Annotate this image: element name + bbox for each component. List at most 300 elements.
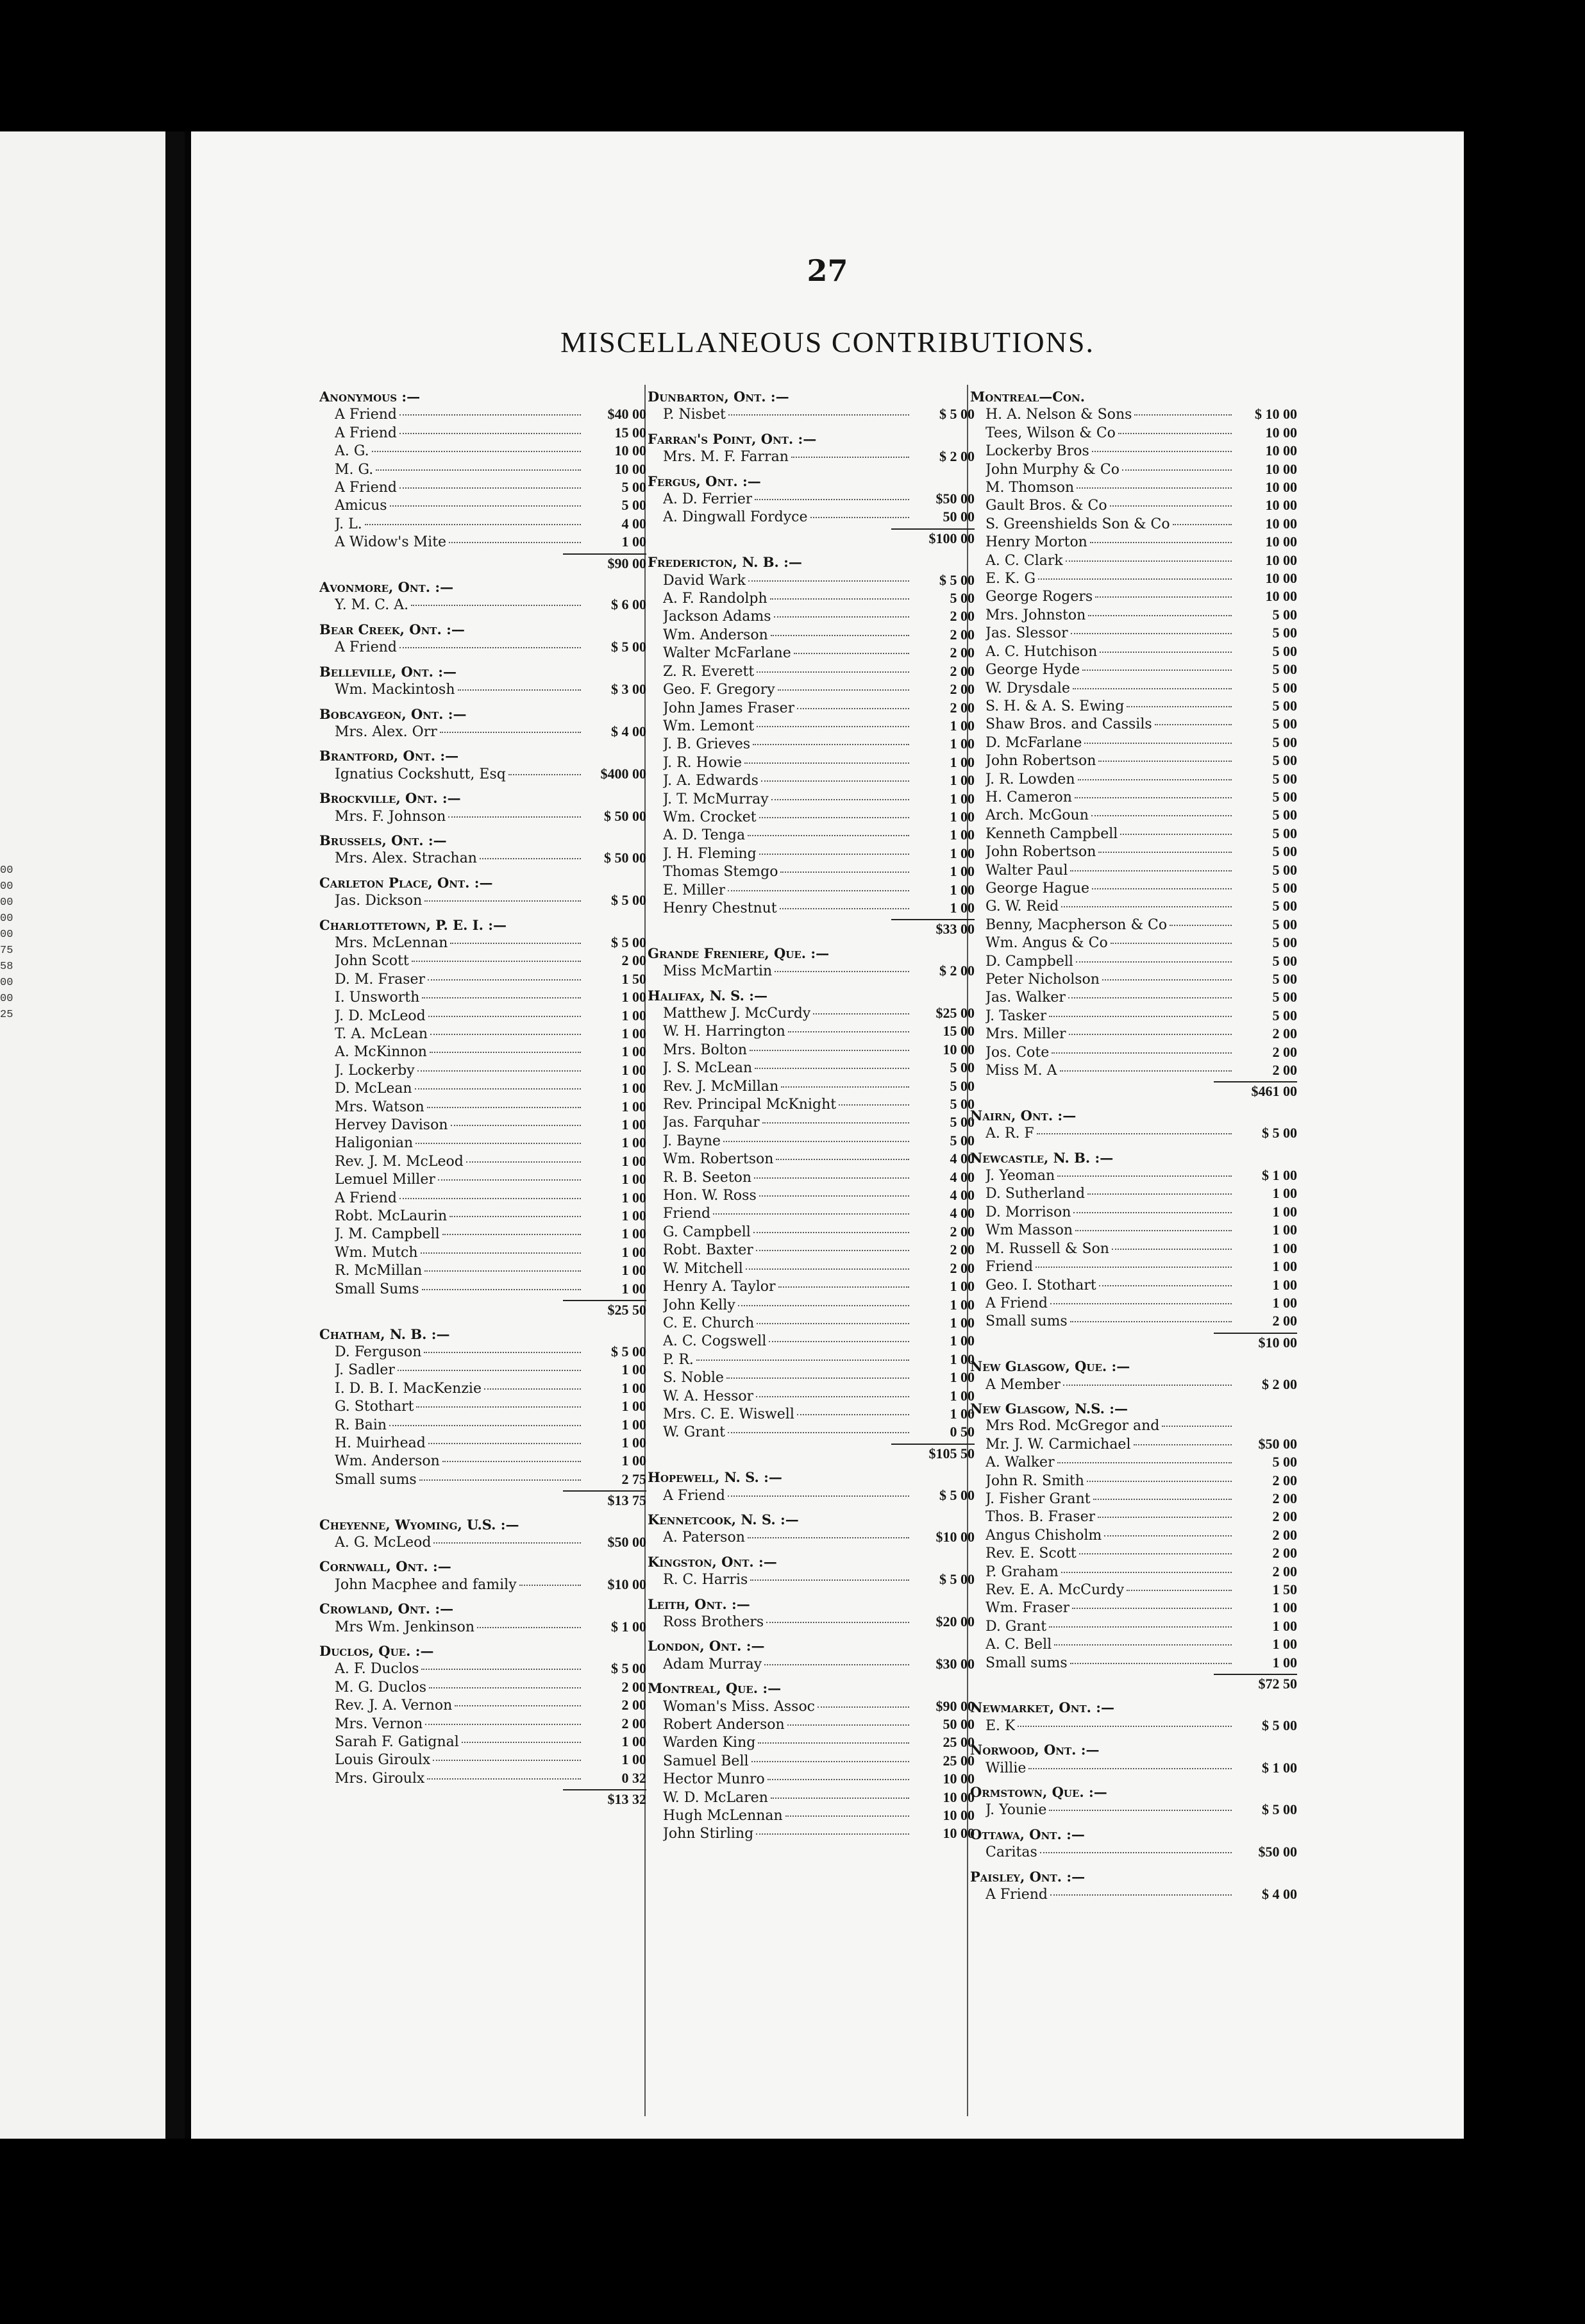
- contributor-name: Mrs. Johnston: [985, 607, 1086, 623]
- contribution-row: [970, 1043, 1297, 1061]
- leader-dots: [462, 1742, 581, 1743]
- contribution-row: [319, 1207, 646, 1225]
- contributor-name: Small sums: [335, 1471, 417, 1488]
- amount: $ 5 00: [611, 639, 646, 655]
- contribution-row: [319, 988, 646, 1006]
- amount: 2 00: [621, 1715, 646, 1731]
- contribution-row: [648, 607, 975, 625]
- amount: 25 00: [943, 1752, 975, 1769]
- leader-dots: [1071, 633, 1232, 634]
- leader-dots: [421, 1669, 581, 1670]
- column-1: [319, 388, 646, 1808]
- amount: 2 00: [1272, 1526, 1297, 1543]
- amount: 5 00: [1272, 861, 1297, 878]
- leader-dots: [480, 858, 581, 859]
- place-heading: Brussels, Ont. :—: [319, 832, 447, 848]
- amount: 10 00: [1265, 460, 1297, 477]
- contributor-name: Rev. J. M. McLeod: [335, 1153, 464, 1170]
- contribution-row: [319, 1261, 646, 1279]
- contributor-name: Y. M. C. A.: [335, 597, 409, 614]
- contributor-name: A. Dingwall Fordyce: [663, 509, 808, 526]
- contribution-row: [648, 771, 975, 789]
- contributor-name: Thos. B. Fraser: [985, 1509, 1096, 1526]
- contribution-row: [648, 717, 975, 735]
- contributor-name: J. Yeoman: [985, 1168, 1055, 1184]
- contributor-name: Angus Chisholm: [985, 1527, 1102, 1544]
- leader-dots: [748, 580, 909, 582]
- contributor-name: Lockerby Bros: [985, 443, 1089, 460]
- contribution-row: [648, 1296, 975, 1314]
- leader-dots: [818, 1706, 909, 1708]
- leader-dots: [748, 1537, 909, 1538]
- contributor-name: W. D. McLaren: [663, 1789, 768, 1806]
- leader-dots: [1050, 1894, 1232, 1896]
- leader-dots: [1070, 870, 1232, 872]
- leader-dots: [769, 1341, 909, 1342]
- leader-dots: [753, 1232, 909, 1233]
- contributor-name: R. B. Seeton: [663, 1169, 752, 1186]
- amount: 1 00: [1272, 1617, 1297, 1634]
- amount: 5 00: [1272, 807, 1297, 823]
- contributor-name: John Scott: [335, 953, 409, 970]
- contributor-name: J. L.: [335, 516, 362, 532]
- contributor-name: Small Sums: [335, 1281, 419, 1297]
- contribution-row: [970, 952, 1297, 970]
- leader-dots: [1112, 1249, 1232, 1250]
- contributor-name: Hector Munro: [663, 1771, 765, 1788]
- leader-dots: [757, 671, 909, 673]
- leader-dots: [771, 635, 909, 636]
- leader-dots: [1087, 1193, 1232, 1195]
- amount: 10 00: [943, 1789, 975, 1805]
- contributor-name: D. McFarlane: [985, 734, 1082, 751]
- leader-dots: [759, 817, 909, 818]
- contributor-name: Small sums: [985, 1655, 1068, 1671]
- place-heading: Fergus, Ont. :—: [648, 473, 761, 489]
- amount: 2 00: [1272, 1043, 1297, 1060]
- leader-dots: [1095, 596, 1232, 598]
- leader-dots: [1134, 414, 1232, 416]
- leader-dots: [390, 505, 581, 507]
- contributor-name: A. D. Tenga: [663, 827, 746, 844]
- contributor-name: A. D. Ferrier: [663, 491, 753, 508]
- contribution-row: [648, 508, 975, 526]
- leader-dots: [440, 732, 581, 733]
- facing-page: [0, 131, 165, 2139]
- place-heading: Kingston, Ont. :—: [648, 1553, 777, 1570]
- leader-dots: [780, 908, 909, 909]
- amount: 1 00: [621, 1025, 646, 1041]
- amount: 1 00: [621, 1098, 646, 1115]
- contribution-row: [319, 1470, 646, 1488]
- amount: 1 00: [1272, 1276, 1297, 1293]
- leader-dots: [1111, 943, 1232, 944]
- contribution-row: [970, 1203, 1297, 1221]
- contribution-row: [319, 807, 646, 825]
- contribution-row: [648, 1059, 975, 1077]
- contribution-row: [319, 1751, 646, 1769]
- margin-fragment: 75: [0, 945, 13, 957]
- amount: 10 00: [1265, 424, 1297, 441]
- contributor-name: Amicus: [335, 498, 387, 514]
- amount: $ 2 00: [939, 963, 975, 979]
- contribution-row: [319, 596, 646, 614]
- contributor-name: Small sums: [985, 1313, 1068, 1330]
- contribution-row: [970, 806, 1297, 824]
- amount: 1 00: [621, 1116, 646, 1133]
- leader-dots: [398, 1370, 581, 1371]
- contribution-row: [648, 1277, 975, 1295]
- amount: 2 00: [621, 952, 646, 969]
- contributor-name: G. Stothart: [335, 1399, 414, 1415]
- contribution-row: [648, 1204, 975, 1222]
- leader-dots: [1092, 451, 1232, 452]
- amount: 4 00: [950, 1205, 975, 1222]
- contribution-row: [970, 1007, 1297, 1025]
- contributor-name: M. G.: [335, 461, 374, 478]
- contribution-row: [648, 1570, 975, 1588]
- contribution-row: [319, 723, 646, 741]
- place-heading: Anonymous :—: [319, 389, 421, 405]
- contribution-row: [648, 1314, 975, 1332]
- amount: $ 1 00: [1262, 1167, 1297, 1184]
- leader-dots: [433, 1542, 581, 1544]
- leader-dots: [778, 689, 909, 691]
- contributor-name: Adam Murray: [663, 1656, 762, 1672]
- leader-dots: [1075, 797, 1232, 798]
- contributor-name: J. Tasker: [985, 1007, 1047, 1024]
- contributor-name: J. H. Fleming: [663, 845, 757, 862]
- amount: 2 00: [950, 1259, 975, 1276]
- amount: 1 00: [1272, 1185, 1297, 1202]
- leader-dots: [433, 1760, 581, 1761]
- contributor-name: John James Fraser: [663, 700, 795, 716]
- contributor-name: J. T. McMurray: [663, 791, 769, 807]
- contributor-name: D. Ferguson: [335, 1343, 422, 1360]
- contribution-row: [970, 879, 1297, 897]
- contribution-row: [970, 861, 1297, 879]
- contribution-row: [319, 1361, 646, 1379]
- contributor-name: Wm. Lemont: [663, 718, 755, 734]
- leader-dots: [458, 689, 581, 691]
- contributor-name: Mrs. C. E. Wiswell: [663, 1406, 794, 1422]
- contribution-row: [319, 533, 646, 551]
- contribution-row: [970, 460, 1297, 478]
- contribution-row: [970, 1490, 1297, 1508]
- amount: 1 00: [950, 808, 975, 825]
- amount: 1 00: [621, 1189, 646, 1206]
- contributor-name: E. K: [985, 1717, 1016, 1734]
- amount: 5 00: [1272, 916, 1297, 932]
- leader-dots: [1052, 1052, 1232, 1054]
- leader-dots: [754, 1177, 909, 1179]
- amount: 2 00: [950, 699, 975, 716]
- contribution-row: [648, 644, 975, 662]
- amount: $ 5 00: [939, 571, 975, 588]
- contribution-row: [648, 1332, 975, 1350]
- contribution-row: [648, 589, 975, 607]
- amount: 1 00: [950, 845, 975, 861]
- contributor-name: J. S. McLean: [663, 1060, 753, 1077]
- amount: 5 00: [1272, 989, 1297, 1006]
- place-heading: Norwood, Ont. :—: [970, 1742, 1100, 1758]
- leader-dots: [411, 605, 581, 606]
- contributor-name: J. B. Grieves: [663, 736, 751, 753]
- contributor-name: D. McLean: [335, 1081, 412, 1097]
- contribution-row: [970, 1581, 1297, 1599]
- contributor-name: G. W. Reid: [985, 898, 1059, 915]
- leader-dots: [728, 890, 909, 891]
- contributor-name: Robt. Baxter: [663, 1242, 753, 1259]
- leader-dots: [1079, 1553, 1232, 1554]
- contribution-row: [648, 1077, 975, 1095]
- contribution-row: [648, 1387, 975, 1405]
- contributor-name: Hugh McLennan: [663, 1808, 783, 1824]
- contributor-name: Mrs. Giroulx: [335, 1770, 425, 1787]
- amount: 1 00: [621, 534, 646, 550]
- contributor-name: S. Noble: [663, 1370, 724, 1386]
- contribution-row: [319, 1079, 646, 1097]
- amount: 2 00: [1272, 1472, 1297, 1488]
- contributor-name: Mrs. M. F. Farran: [663, 449, 789, 466]
- amount: 1 00: [621, 1416, 646, 1433]
- contributor-name: John Robertson: [985, 753, 1096, 770]
- contribution-row: [648, 1806, 975, 1824]
- contributor-name: A. C. Bell: [985, 1637, 1052, 1653]
- amount: 5 00: [950, 1059, 975, 1076]
- amount: 5 00: [1272, 679, 1297, 696]
- contributor-name: Mrs. Watson: [335, 1099, 424, 1115]
- leader-dots: [1122, 469, 1232, 471]
- leader-dots: [759, 854, 909, 855]
- amount: 10 00: [943, 1825, 975, 1842]
- contribution-row: [319, 638, 646, 656]
- contribution-row: [970, 1276, 1297, 1294]
- amount: 1 00: [621, 1043, 646, 1060]
- place-heading: Brantford, Ont. :—: [319, 748, 459, 764]
- contributor-name: George Rogers: [985, 589, 1093, 605]
- amount: 10 00: [1265, 497, 1297, 514]
- contribution-row: [319, 1061, 646, 1079]
- amount: $ 2 00: [1262, 1376, 1297, 1392]
- contribution-row: [970, 1563, 1297, 1581]
- contributor-name: A Widow's Mite: [335, 534, 447, 551]
- amount: 4 00: [621, 515, 646, 532]
- leader-dots: [1057, 1175, 1232, 1177]
- amount: 1 00: [621, 1434, 646, 1451]
- amount: 1 00: [950, 1314, 975, 1331]
- contribution-row: [319, 1618, 646, 1636]
- leader-dots: [429, 1687, 581, 1688]
- contributor-name: Henry A. Taylor: [663, 1279, 776, 1295]
- amount: 2 00: [1272, 1563, 1297, 1579]
- leader-dots: [1018, 1726, 1232, 1727]
- leader-dots: [774, 616, 909, 618]
- contribution-row: [319, 849, 646, 867]
- leader-dots: [767, 1779, 909, 1780]
- contribution-row: [319, 1280, 646, 1298]
- contributor-name: S. Greenshields Son & Co: [985, 516, 1170, 532]
- amount: $ 5 00: [611, 934, 646, 950]
- contribution-row: [970, 770, 1297, 788]
- contributor-name: A. F. Randolph: [663, 591, 767, 607]
- contributor-name: Jas. Walker: [985, 989, 1066, 1006]
- amount: 1 00: [621, 1733, 646, 1750]
- contributor-name: Mrs Rod. McGregor and: [985, 1418, 1160, 1435]
- amount: 1 00: [1272, 1258, 1297, 1275]
- facing-page-fragments: [0, 863, 26, 1023]
- amount: 5 00: [1272, 1454, 1297, 1470]
- contribution-row: [970, 1166, 1297, 1184]
- contributor-name: T. A. McLean: [335, 1026, 428, 1042]
- leader-dots: [450, 943, 581, 944]
- place-heading: Hopewell, N. S. :—: [648, 1469, 782, 1486]
- contributor-name: Matthew J. McCurdy: [663, 1006, 811, 1022]
- contributor-name: Mrs. F. Johnson: [335, 808, 446, 825]
- leader-dots: [1088, 615, 1232, 616]
- amount: 2 00: [950, 626, 975, 643]
- contributor-name: Rev. Principal McKnight: [663, 1097, 837, 1113]
- contributor-name: M. Thomson: [985, 480, 1075, 496]
- amount: 1 00: [950, 1333, 975, 1349]
- contributor-name: J. Younie: [985, 1802, 1047, 1819]
- contribution-row: [319, 1533, 646, 1551]
- contribution-row: [648, 826, 975, 844]
- place-heading: Grande Freniere, Que. :—: [648, 945, 830, 961]
- group-total: $13 32: [563, 1789, 646, 1808]
- amount: 2 00: [1272, 1313, 1297, 1329]
- contributor-name: Ross Brothers: [663, 1614, 764, 1630]
- amount: 1 00: [621, 1061, 646, 1078]
- amount: 1 00: [1272, 1222, 1297, 1238]
- amount: 5 00: [950, 590, 975, 607]
- place-heading: Newmarket, Ont. :—: [970, 1699, 1114, 1716]
- amount: $ 5 00: [939, 1571, 975, 1588]
- amount: 5 00: [1272, 843, 1297, 860]
- group-total: $461 00: [1214, 1081, 1297, 1100]
- contributor-name: Wm. Anderson: [335, 1453, 440, 1470]
- amount: 2 00: [1272, 1062, 1297, 1079]
- amount: $40 00: [607, 406, 646, 423]
- page: [185, 131, 1464, 2139]
- leader-dots: [794, 653, 909, 654]
- contributor-name: A Friend: [335, 425, 397, 441]
- leader-dots: [449, 1216, 581, 1217]
- leader-dots: [1087, 1481, 1232, 1482]
- amount: 1 00: [621, 1751, 646, 1768]
- contributor-name: John Murphy & Co: [985, 461, 1120, 478]
- amount: 1 00: [621, 989, 646, 1006]
- leader-dots: [775, 971, 909, 972]
- leader-dots: [728, 414, 909, 416]
- leader-dots: [797, 708, 909, 709]
- contributor-name: Mrs. Alex. Strachan: [335, 850, 477, 867]
- leader-dots: [776, 1159, 909, 1160]
- amount: 1 00: [950, 863, 975, 880]
- amount: 1 00: [950, 772, 975, 789]
- contributor-name: Wm. Mackintosh: [335, 682, 455, 698]
- amount: 10 00: [614, 460, 646, 477]
- contributor-name: J. A. Edwards: [663, 773, 759, 789]
- group-total: $100 00: [891, 528, 975, 547]
- contribution-row: [319, 1715, 646, 1733]
- amount: 2 00: [1272, 1025, 1297, 1042]
- contribution-row: [648, 1655, 975, 1673]
- place-heading: Ottawa, Ont. :—: [970, 1826, 1085, 1842]
- contribution-row: [970, 1184, 1297, 1202]
- leader-dots: [422, 1289, 581, 1290]
- margin-fragment: 00: [0, 880, 13, 893]
- amount: 1 00: [621, 1134, 646, 1151]
- contributor-name: John Kelly: [663, 1297, 735, 1313]
- contribution-row: [970, 1617, 1297, 1635]
- contributor-name: Jas. Dickson: [335, 893, 423, 909]
- leader-dots: [1072, 1608, 1232, 1609]
- leader-dots: [412, 961, 581, 962]
- amount: 2 00: [950, 662, 975, 679]
- amount: 2 00: [621, 1697, 646, 1714]
- contribution-row: [319, 1116, 646, 1134]
- leader-dots: [424, 900, 581, 902]
- group-total: $33 00: [891, 919, 975, 938]
- contributor-name: A Friend: [335, 480, 397, 496]
- amount: 5 00: [1272, 643, 1297, 659]
- leader-dots: [757, 1323, 909, 1324]
- leader-dots: [415, 1143, 581, 1144]
- contributor-name: E. Miller: [663, 882, 726, 898]
- leader-dots: [416, 1406, 581, 1408]
- amount: $ 5 00: [1262, 1717, 1297, 1733]
- amount: 1 00: [621, 1225, 646, 1242]
- amount: 1 00: [950, 899, 975, 916]
- leader-dots: [780, 872, 909, 873]
- contribution-row: [319, 1152, 646, 1170]
- leader-dots: [788, 1031, 909, 1032]
- leader-dots: [771, 799, 909, 800]
- contribution-row: [970, 1061, 1297, 1079]
- contribution-row: [970, 478, 1297, 496]
- contribution-row: [648, 626, 975, 644]
- amount: $ 4 00: [1262, 1886, 1297, 1903]
- contributor-name: Warden King: [663, 1735, 756, 1751]
- amount: 5 00: [1272, 788, 1297, 805]
- amount: 10 00: [1265, 442, 1297, 459]
- leader-dots: [399, 414, 581, 416]
- leader-dots: [1102, 979, 1232, 981]
- leader-dots: [696, 1360, 909, 1361]
- amount: $10 00: [607, 1576, 646, 1592]
- contributor-name: Mrs. Vernon: [335, 1715, 423, 1732]
- contributor-name: Mrs. Alex. Orr: [335, 723, 437, 740]
- leader-dots: [1127, 706, 1232, 707]
- amount: 5 00: [950, 1077, 975, 1094]
- leader-dots: [762, 1122, 909, 1124]
- amount: 4 00: [950, 1150, 975, 1167]
- place-heading: Bobcaygeon, Ont. :—: [319, 705, 467, 722]
- leader-dots: [415, 1088, 581, 1090]
- leader-dots: [438, 1179, 581, 1181]
- place-heading: Montreal—Con.: [970, 389, 1086, 405]
- contributor-name: W. H. Harrington: [663, 1023, 785, 1040]
- contributor-name: Wm. Robertson: [663, 1151, 774, 1168]
- contributor-name: J. Fisher Grant: [985, 1490, 1091, 1507]
- leader-dots: [372, 451, 581, 452]
- contributor-name: A. McKinnon: [335, 1044, 427, 1061]
- contribution-row: [648, 754, 975, 771]
- leader-dots: [428, 1016, 581, 1017]
- amount: 1 00: [621, 1379, 646, 1396]
- amount: 15 00: [614, 424, 646, 441]
